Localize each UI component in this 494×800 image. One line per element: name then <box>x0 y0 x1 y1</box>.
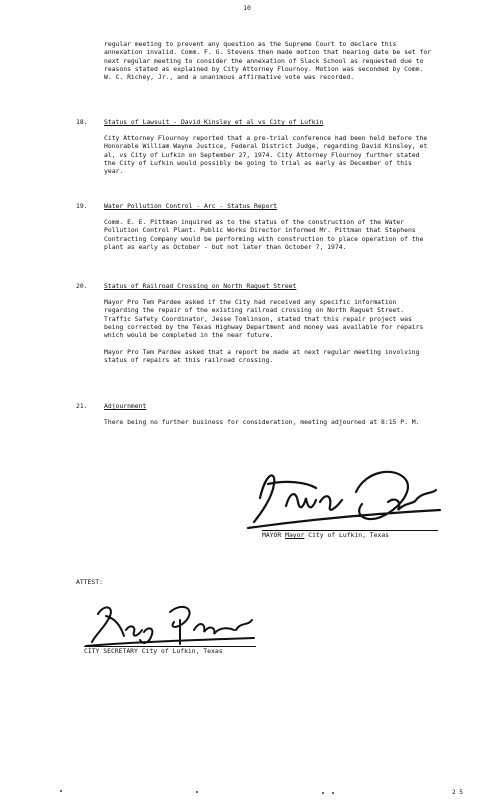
item-heading: Adjournment <box>104 402 147 410</box>
item-21-body: There being no further business for consideration, meeting adjourned at 8:15 P. M. <box>104 418 420 426</box>
mayor-title <box>262 531 389 539</box>
item-number: 21. <box>76 402 88 410</box>
item-18-body: City Attorney Flournoy reported that a pre-trial conference had been held before the Honorable William Wayne Justice, Federal District Judge, regarding David Kinsley, et al, vs City of Lufkin on September 27, 1974. City Attorney Flournoy further stated the City of Lufkin would possibly be going to trial as early as December of this year. <box>104 134 428 176</box>
item-heading: Water Pollution Control - Arc - Status Report <box>104 202 278 210</box>
intro-paragraph: regular meeting to prevent any question as the Supreme Court to declare this annexation invalid. Comm. F. G. Stevens then made motion that hearing date be set for next regular meeting to consider the annexation of Slack School as requested due to reasons stated as explained by City Attorney Flournoy. Motion was seconded by Comm. W. C. Richey, Jr., and a unanimous affirmative vote was recorded. <box>104 40 432 82</box>
scan-speck <box>322 792 324 794</box>
secretary-title <box>84 647 223 655</box>
item-19-body: Comm. E. E. Pittman inquired as to the status of the construction of the Water Pollution Control Plant. Public Works Director informed Mr. Pittman that Stephens Contracting Company would be performing with construction to place operation of the plant as early as October - but not later than October 7, 1974. <box>104 218 424 251</box>
secretary-city: City of Lufkin, Texas <box>141 647 223 655</box>
secretary-title-word1: CITY <box>84 647 100 655</box>
mayor-city: City of Lufkin, Texas <box>308 531 390 539</box>
item-number: 19. <box>76 202 88 210</box>
scan-noise <box>0 780 494 796</box>
scan-speck <box>60 790 62 792</box>
attest-label: ATTEST: <box>76 578 103 586</box>
item-number: 18. <box>76 118 88 126</box>
item-number: 20. <box>76 282 88 290</box>
bottom-stamp: 2 5 <box>452 789 463 796</box>
item-heading: Status of Railroad Crossing on North Raguet Street <box>104 282 297 290</box>
mayor-title-word1: MAYOR <box>262 531 282 539</box>
scan-speck <box>196 791 198 793</box>
mayor-title-word2: Mayor <box>285 531 305 539</box>
page-number: 10 <box>243 4 251 12</box>
mayor-signature <box>246 462 442 532</box>
secretary-title-word2: SECRETARY <box>103 647 138 655</box>
scan-speck <box>332 792 334 794</box>
secretary-signature <box>84 600 256 650</box>
item-heading: Status of Lawsuit - David Kinsley et al vs City of Lufkin <box>104 118 324 126</box>
item-20-body: Mayor Pro Tem Pardee asked if the City had received any specific information regarding the repair of the existing railroad crossing on North Raguet Street. Traffic Safety Coordinator, Jesse Tomlinson, stated that this repair project was being corrected by the Texas Highway Department and money was available for repairs which would be completed in the near future. Mayor Pro Tem Pardee asked that a report be made at next regular meeting involving status of repairs at this railroad crossing. <box>104 298 424 365</box>
